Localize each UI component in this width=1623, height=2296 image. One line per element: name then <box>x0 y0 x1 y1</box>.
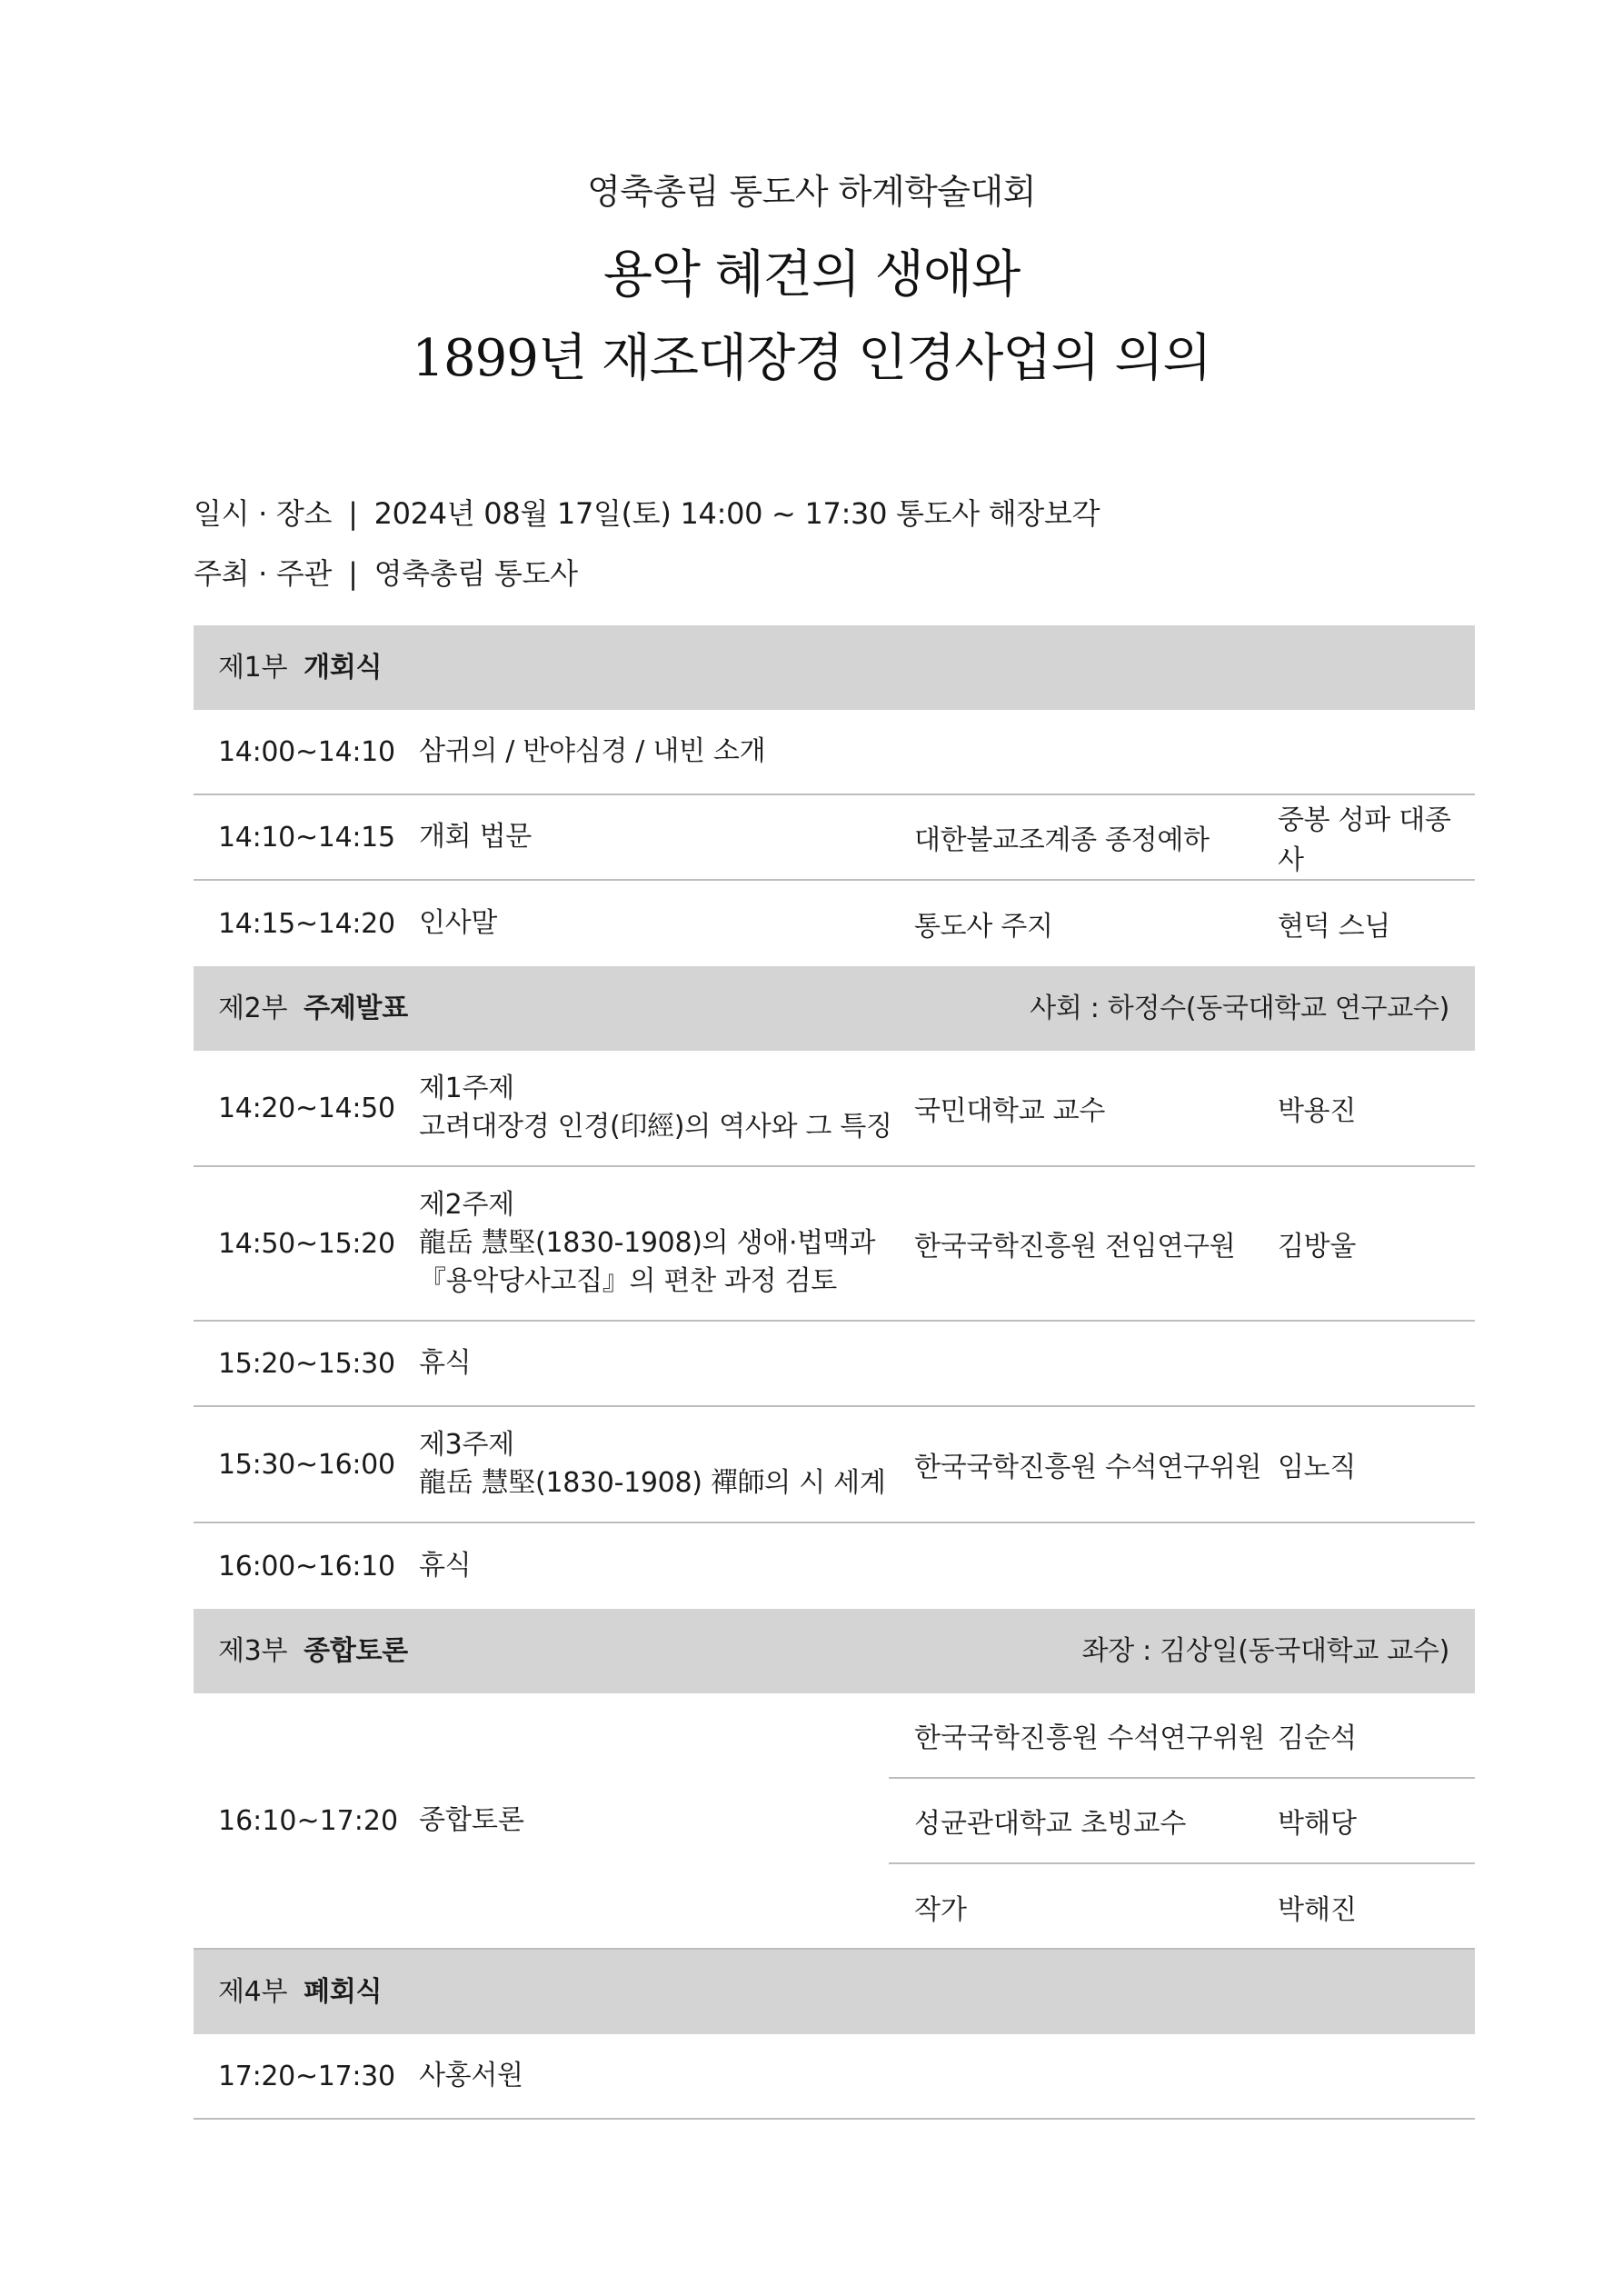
section-header-1 <box>194 625 1475 710</box>
row-time: 15:30~16:00 <box>218 1448 395 1481</box>
section-name: 종합토론 <box>304 1635 408 1667</box>
row-time: 14:20~14:50 <box>218 1092 395 1124</box>
date-venue-label: 일시 · 장소 <box>194 496 333 531</box>
table-row <box>194 1322 1475 1407</box>
panel-affiliation: 성균관대학교 초빙교수 <box>914 1808 1187 1840</box>
section-part: 제2부 <box>218 993 288 1024</box>
host-line <box>194 551 578 593</box>
row-person: 현덕 스님 <box>1278 911 1390 943</box>
table-row <box>194 2034 1475 2120</box>
section-part: 제1부 <box>218 652 288 684</box>
panel-row <box>889 1864 1475 1950</box>
section-part: 제3부 <box>218 1635 288 1667</box>
row-affiliation: 한국국학진흥원 수석연구위원 <box>914 1452 1262 1483</box>
row-time: 17:20~17:30 <box>218 2060 395 2092</box>
event-title-line2: 1899년 재조대장경 인경사업의 의의 <box>412 329 1211 388</box>
program-table <box>194 625 1475 2120</box>
section-name: 주제발표 <box>304 993 408 1024</box>
row-time: 14:15~14:20 <box>218 907 395 940</box>
row-program-topic: 제1주제 <box>419 1073 514 1104</box>
row-program-title: 『용악당사고집』의 편찬 과정 검토 <box>419 1265 837 1297</box>
panel-affiliation: 작가 <box>914 1894 967 1926</box>
row-time: 15:20~15:30 <box>218 1347 395 1380</box>
row-program: 종합토론 <box>419 1804 524 1836</box>
panel-affiliation: 한국국학진흥원 수석연구위원 <box>914 1722 1266 1754</box>
row-person: 중봉 성파 대종사 <box>1278 804 1451 876</box>
date-venue-line <box>194 491 1100 533</box>
row-program: 휴식 <box>419 1347 472 1379</box>
row-program: 사홍서원 <box>419 2060 523 2091</box>
row-program-title: 龍岳 慧堅(1830-1908) 禪師의 시 세계 <box>419 1467 886 1499</box>
info-separator: | <box>348 556 358 591</box>
row-program-title: 龍岳 慧堅(1830-1908)의 생애·법맥과 <box>419 1227 876 1259</box>
panel-row <box>889 1693 1475 1779</box>
date-venue-value: 2024년 08월 17일(토) 14:00 ~ 17:30 통도사 해장보각 <box>373 496 1100 531</box>
panel-person: 김순석 <box>1278 1722 1357 1754</box>
row-person: 임노직 <box>1278 1452 1357 1483</box>
table-row <box>194 710 1475 795</box>
section-name: 폐회식 <box>304 1976 383 2008</box>
row-program: 개회 법문 <box>419 821 532 853</box>
table-row <box>194 795 1475 881</box>
row-affiliation: 국민대학교 교수 <box>914 1095 1105 1127</box>
row-program: 삼귀의 / 반야심경 / 내빈 소개 <box>419 735 766 767</box>
section-chair: 좌장 : 김상일(동국대학교 교수) <box>1081 1635 1449 1667</box>
row-time: 16:00~16:10 <box>218 1550 395 1582</box>
row-affiliation: 통도사 주지 <box>914 911 1053 943</box>
discussion-block <box>194 1693 1475 1950</box>
table-row <box>194 881 1475 966</box>
section-header-2 <box>194 966 1475 1051</box>
row-person: 김방울 <box>1278 1231 1357 1263</box>
row-affiliation: 한국국학진흥원 전임연구원 <box>914 1231 1236 1263</box>
row-program-title: 고려대장경 인경(印經)의 역사와 그 특징 <box>419 1111 892 1143</box>
table-row <box>194 1407 1475 1523</box>
event-title-line1: 용악 혜견의 생애와 <box>602 245 1021 304</box>
section-header-4 <box>194 1950 1475 2034</box>
row-time: 14:10~14:15 <box>218 821 395 854</box>
row-program-topic: 제2주제 <box>419 1189 514 1221</box>
table-row <box>194 1051 1475 1167</box>
host-value: 영축총림 통도사 <box>373 556 578 591</box>
table-row <box>194 1523 1475 1609</box>
section-header-3 <box>194 1609 1475 1693</box>
section-moderator: 사회 : 하정수(동국대학교 연구교수) <box>1030 993 1449 1024</box>
row-affiliation: 대한불교조계종 종정예하 <box>914 824 1210 856</box>
row-time: 14:00~14:10 <box>218 735 395 768</box>
event-subtitle: 영축총림 통도사 하계학술대회 <box>587 172 1036 212</box>
panel-person: 박해당 <box>1278 1808 1357 1840</box>
panel-row <box>889 1779 1475 1864</box>
row-program: 인사말 <box>419 907 498 939</box>
row-person: 박용진 <box>1278 1095 1357 1127</box>
info-separator: | <box>348 496 358 531</box>
host-label: 주최 · 주관 <box>194 556 333 591</box>
section-name: 개회식 <box>304 652 383 684</box>
panel-person: 박해진 <box>1278 1894 1357 1926</box>
section-part: 제4부 <box>218 1976 288 2008</box>
row-time: 16:10~17:20 <box>218 1804 399 1837</box>
row-program: 휴식 <box>419 1550 472 1582</box>
row-time: 14:50~15:20 <box>218 1227 395 1260</box>
table-row <box>194 1167 1475 1322</box>
row-program-topic: 제3주제 <box>419 1429 514 1461</box>
